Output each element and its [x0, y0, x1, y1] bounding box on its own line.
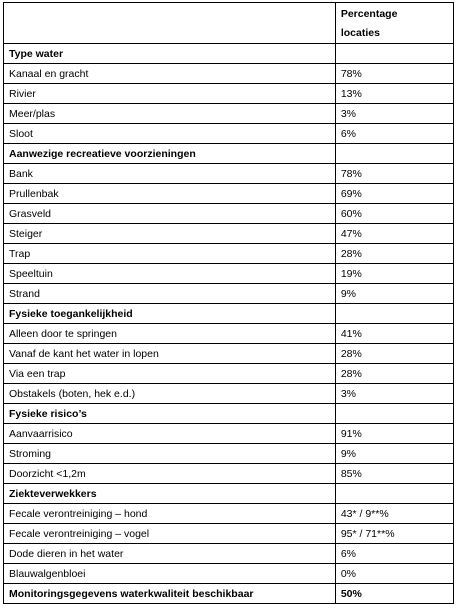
- row-value: 13%: [335, 84, 453, 104]
- row-value: 43* / 9**%: [335, 504, 453, 524]
- header-row: [4, 3, 454, 44]
- table-row: [4, 64, 454, 84]
- row-label: Vanaf de kant het water in lopen: [4, 344, 336, 364]
- section-title: Type water: [4, 44, 336, 64]
- header-empty-cell: [4, 3, 336, 44]
- row-label: Fecale verontreiniging – hond: [4, 504, 336, 524]
- section-header-row: [4, 144, 454, 164]
- section-title: Aanwezige recreatieve voorzieningen: [4, 144, 336, 164]
- table-row: [4, 184, 454, 204]
- table-row: [4, 524, 454, 544]
- results-table: [3, 2, 454, 604]
- row-label: Steiger: [4, 224, 336, 244]
- row-value: 19%: [335, 264, 453, 284]
- row-value: 3%: [335, 384, 453, 404]
- table-row: [4, 244, 454, 264]
- row-value: 3%: [335, 104, 453, 124]
- row-value: 28%: [335, 344, 453, 364]
- row-value: 9%: [335, 444, 453, 464]
- table-body: [4, 3, 454, 604]
- section-empty-cell: [335, 484, 453, 504]
- row-label: Trap: [4, 244, 336, 264]
- section-empty-cell: [335, 44, 453, 64]
- row-value: 28%: [335, 364, 453, 384]
- row-label: Grasveld: [4, 204, 336, 224]
- row-label: Sloot: [4, 124, 336, 144]
- row-label: Strand: [4, 284, 336, 304]
- row-label: Dode dieren in het water: [4, 544, 336, 564]
- table-row: [4, 364, 454, 384]
- table-row: [4, 204, 454, 224]
- section-title: Fysieke toegankelijkheid: [4, 304, 336, 324]
- table-row: [4, 284, 454, 304]
- row-label: Meer/plas: [4, 104, 336, 124]
- row-value: 78%: [335, 64, 453, 84]
- row-value: 85%: [335, 464, 453, 484]
- table-row: [4, 224, 454, 244]
- row-label: Aanvaarrisico: [4, 424, 336, 444]
- section-header-row: [4, 484, 454, 504]
- table-row: [4, 164, 454, 184]
- row-value: 69%: [335, 184, 453, 204]
- footer-value: 50%: [335, 584, 453, 604]
- table-row: [4, 424, 454, 444]
- table-row: [4, 504, 454, 524]
- table-row: [4, 564, 454, 584]
- row-label: Fecale verontreiniging – vogel: [4, 524, 336, 544]
- row-value: 9%: [335, 284, 453, 304]
- table-row: [4, 264, 454, 284]
- row-label: Via een trap: [4, 364, 336, 384]
- section-empty-cell: [335, 404, 453, 424]
- row-label: Blauwalgenbloei: [4, 564, 336, 584]
- section-header-row: [4, 44, 454, 64]
- row-label: Speeltuin: [4, 264, 336, 284]
- table-row: [4, 384, 454, 404]
- row-value: 91%: [335, 424, 453, 444]
- section-empty-cell: [335, 304, 453, 324]
- row-value: 41%: [335, 324, 453, 344]
- row-label: Bank: [4, 164, 336, 184]
- row-label: Prullenbak: [4, 184, 336, 204]
- section-header-row: [4, 404, 454, 424]
- row-label: Alleen door te springen: [4, 324, 336, 344]
- row-value: 0%: [335, 564, 453, 584]
- row-label: Rivier: [4, 84, 336, 104]
- table-row: [4, 544, 454, 564]
- table-row: [4, 444, 454, 464]
- row-label: Stroming: [4, 444, 336, 464]
- table-row: [4, 464, 454, 484]
- row-label: Obstakels (boten, hek e.d.): [4, 384, 336, 404]
- row-value: 95* / 71**%: [335, 524, 453, 544]
- row-value: 6%: [335, 544, 453, 564]
- row-label: Kanaal en gracht: [4, 64, 336, 84]
- header-percentage-label: Percentage locaties: [340, 8, 398, 39]
- section-title: Fysieke risico’s: [4, 404, 336, 424]
- row-label: Doorzicht <1,2m: [4, 464, 336, 484]
- row-value: 6%: [335, 124, 453, 144]
- section-empty-cell: [335, 144, 453, 164]
- footer-row: [4, 584, 454, 604]
- table-row: [4, 324, 454, 344]
- section-header-row: [4, 304, 454, 324]
- table-row: [4, 344, 454, 364]
- row-value: 28%: [335, 244, 453, 264]
- footer-label: Monitoringsgegevens waterkwaliteit beschikbaar: [4, 584, 336, 604]
- table-row: [4, 124, 454, 144]
- row-value: 60%: [335, 204, 453, 224]
- header-percentage-cell: [335, 3, 453, 44]
- table-row: [4, 104, 454, 124]
- row-value: 78%: [335, 164, 453, 184]
- table-row: [4, 84, 454, 104]
- section-title: Ziekteverwekkers: [4, 484, 336, 504]
- row-value: 47%: [335, 224, 453, 244]
